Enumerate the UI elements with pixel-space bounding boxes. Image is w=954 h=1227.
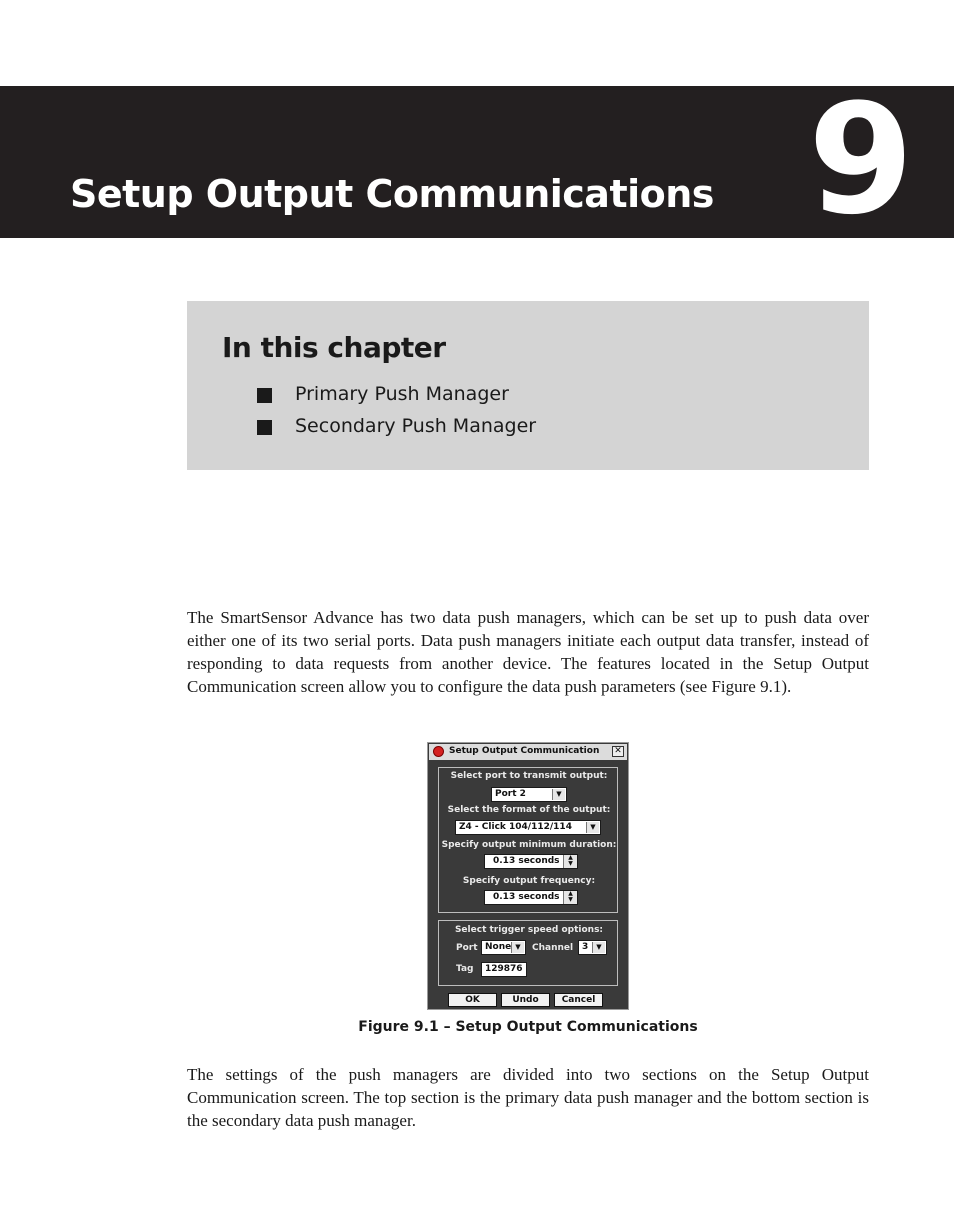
trigger-port-label: Port [456,943,478,953]
window-title: Setup Output Communication [449,746,600,756]
frequency-label: Specify output frequency: [462,876,596,886]
body-paragraph: The settings of the push managers are divided into two sections on the Setup Output Communication screen. The top section is the primary data push manager and the bottom section is the secondary data push manager. [187,1065,869,1130]
frequency-value: 0.13 seconds [493,892,560,902]
chapter-title: Setup Output Communications [70,172,714,216]
chapter-number: 9 [808,71,914,248]
cancel-button[interactable]: Cancel [554,993,603,1007]
trigger-port-select[interactable] [481,940,526,955]
port-select-value: Port 2 [495,789,526,799]
channel-select[interactable] [578,940,607,955]
spin-arrows-icon[interactable]: ▲ ▼ [563,891,577,904]
format-label: Select the format of the output: [447,805,611,815]
tag-label: Tag [456,964,474,974]
spin-arrows-icon[interactable]: ▲ ▼ [563,855,577,868]
app-icon [433,746,444,757]
chapter-contents-box [187,301,869,470]
min-duration-value: 0.13 seconds [493,856,560,866]
chevron-down-icon: ▼ [592,942,605,953]
min-duration-label: Specify output minimum duration: [441,840,617,850]
tag-input[interactable] [481,962,527,977]
port-label: Select port to transmit output: [450,771,608,781]
frequency-stepper[interactable] [484,890,578,905]
min-duration-stepper[interactable] [484,854,578,869]
chapter-contents-item-label: Primary Push Manager [295,383,509,405]
chevron-down-icon: ▼ [586,822,599,833]
secondary-push-manager-group [438,920,618,986]
undo-button[interactable]: Undo [501,993,550,1007]
intro-paragraph: The SmartSensor Advance has two data push managers, which can be set up to push data over either one of its two serial ports. Data push managers initiate each output data transfer, instead of responding to data requests from another device. The features located in the Setup Output Communication screen allow you to configure the data push parameters (see Figure 9.1). [187,608,869,696]
setup-output-communication-window [427,742,629,1010]
trigger-speed-heading: Select trigger speed options: [454,925,604,935]
window-titlebar [429,744,627,760]
chapter-contents-heading: In this chapter [222,331,446,364]
tag-value: 129876 [485,964,523,974]
square-bullet-icon [257,388,272,403]
square-bullet-icon [257,420,272,435]
close-icon[interactable]: ✕ [612,746,624,757]
ok-button[interactable]: OK [448,993,497,1007]
primary-push-manager-group [438,767,618,913]
chapter-contents-item-label: Secondary Push Manager [295,415,537,437]
chevron-down-icon: ▼ [552,789,565,800]
format-select[interactable] [455,820,601,835]
channel-value: 3 [582,942,589,952]
trigger-port-value: None [485,942,512,952]
figure-caption: Figure 9.1 – Setup Output Communications [358,1019,698,1035]
chevron-down-icon: ▼ [511,942,524,953]
channel-label: Channel [532,943,574,953]
format-select-value: Z4 - Click 104/112/114 [459,822,572,832]
port-select[interactable] [491,787,567,802]
